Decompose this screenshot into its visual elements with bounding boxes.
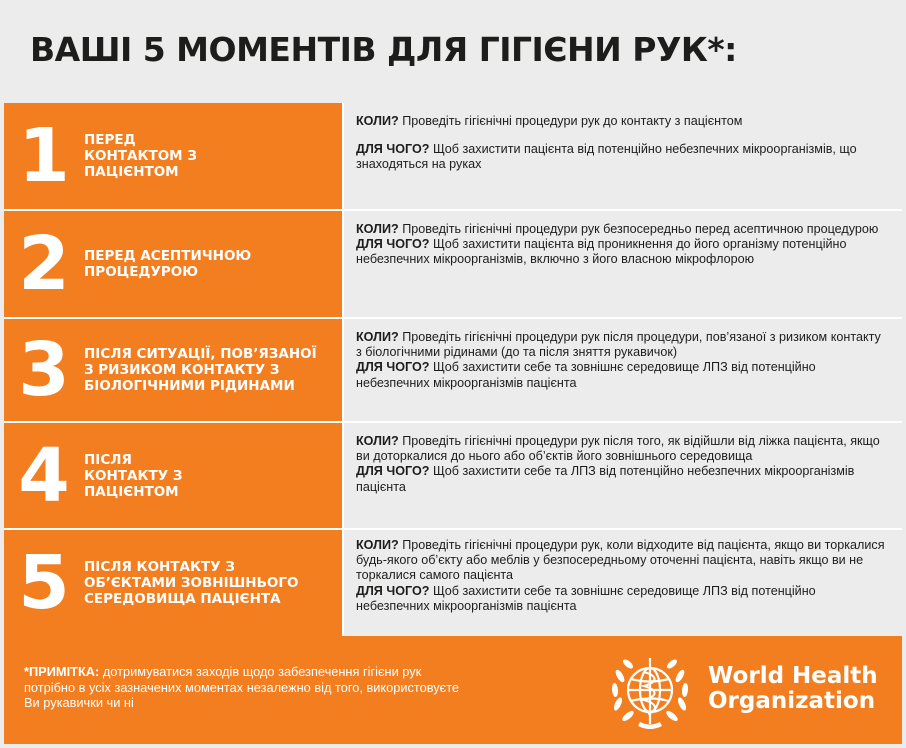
who-logo-line: Organization: [708, 688, 876, 714]
moment-title-line: КОНТАКТУ З: [84, 467, 183, 484]
when-key: КОЛИ?: [356, 434, 399, 448]
moment-header-2: [4, 211, 344, 317]
moment-description: [344, 103, 902, 209]
moment-number: 4: [18, 432, 70, 519]
why-value: Щоб захистити себе та зовнішнє середовище ЛПЗ від потенційно небезпечних мікроорганізмів пацієнта: [356, 360, 816, 390]
when-value: Проведіть гігієнічні процедури рук безпосередньо перед асептичною процедурою: [398, 222, 879, 236]
moment-title-line: ПАЦІЄНТОМ: [84, 483, 179, 500]
moment-description: [344, 530, 902, 636]
moment-row-2: [4, 211, 902, 319]
moment-header-3: [4, 319, 344, 421]
footnote-text: дотримуватися заходів щодо забезпечення гігієни рук потрібно в усіх зазначених моментах незалежно від того, використовуєте Ви рукавички чи ні: [24, 664, 460, 710]
when-key: КОЛИ?: [356, 114, 399, 128]
who-logo-line: World Health: [708, 663, 878, 689]
when-value: Проведіть гігієнічні процедури рук до контакту з пацієнтом: [398, 114, 743, 128]
moment-row-1: [4, 103, 902, 211]
footnote: [24, 664, 474, 711]
moment-title-line: ПЕРЕД АСЕПТИЧНОЮ: [84, 248, 252, 264]
why-text: [356, 584, 888, 614]
when-key: КОЛИ?: [356, 538, 399, 552]
why-text: [356, 142, 888, 172]
moment-title: [80, 452, 188, 500]
moment-title-line: СЕРЕДОВИЩА ПАЦІЄНТА: [84, 591, 281, 607]
moment-description: [344, 319, 902, 421]
when-text: [356, 222, 888, 237]
moment-title-line: КОНТАКТОМ З: [84, 148, 197, 164]
footnote-key: *ПРИМІТКА:: [24, 664, 100, 679]
moment-title-line: ПІСЛЯ СИТУАЦІЇ, ПОВ’ЯЗАНОЇ: [84, 346, 317, 362]
why-key: ДЛЯ ЧОГО?: [356, 237, 430, 252]
footer-banner: [4, 636, 902, 744]
moment-title-line: ПЕРЕД: [84, 132, 136, 148]
moment-title-line: ПАЦІЄНТОМ: [84, 164, 179, 180]
moment-description: [344, 423, 902, 528]
why-text: [356, 360, 888, 390]
moment-number: 3: [18, 327, 70, 413]
moment-header-4: [4, 423, 344, 528]
why-value: Щоб захистити себе та зовнішнє середовище ЛПЗ від потенційно небезпечних мікроорганізмів пацієнта: [356, 583, 816, 613]
moment-title-line: ПІСЛЯ КОНТАКТУ З: [84, 559, 235, 575]
when-key: КОЛИ?: [356, 222, 399, 236]
moment-title: [80, 346, 323, 394]
when-value: Проведіть гігієнічні процедури рук після того, як відійшли від ліжка пацієнта, якщо ви доторкалися до нього або об’єктів його зовнішнього середовища: [356, 434, 880, 464]
moments-list: [4, 103, 902, 636]
why-key: ДЛЯ ЧОГО?: [356, 464, 430, 479]
when-text: [356, 538, 888, 584]
moment-title-line: ОБ’ЄКТАМИ ЗОВНІШНЬОГО: [84, 575, 299, 591]
why-text: [356, 237, 888, 267]
moment-title-line: ПІСЛЯ: [84, 451, 132, 468]
who-emblem-icon: [604, 648, 696, 736]
moment-row-4: [4, 423, 902, 530]
moment-title: [80, 132, 203, 180]
when-text: [356, 114, 888, 129]
moment-title: [80, 559, 304, 607]
moment-number: 5: [18, 540, 70, 626]
when-key: КОЛИ?: [356, 330, 399, 344]
moment-title-line: БІОЛОГІЧНИМИ РІДИНАМИ: [84, 378, 295, 394]
moment-row-3: [4, 319, 902, 423]
moment-number: 1: [18, 113, 70, 199]
why-key: ДЛЯ ЧОГО?: [356, 360, 430, 375]
why-value: Щоб захистити себе та ЛПЗ від потенційно небезпечних мікроорганізмів пацієнта: [356, 464, 855, 494]
moment-title: [80, 248, 257, 280]
moment-number: 2: [18, 221, 70, 307]
moment-header-5: [4, 530, 344, 636]
why-value: Щоб захистити пацієнта від потенційно небезпечних мікроорганізмів, що знаходяться на руках: [356, 142, 857, 172]
moment-title-line: ПРОЦЕДУРОЮ: [84, 264, 199, 280]
moment-description: [344, 211, 902, 317]
who-logo-text: [708, 664, 878, 714]
when-text: [356, 330, 888, 360]
when-value: Проведіть гігієнічні процедури рук, коли відходите від пацієнта, якщо ви торкалися будь-якого об’єкту або меблів у безпосередньому оточенні пацієнта, навіть якщо ви не торкалися самого пацієнта: [356, 538, 885, 583]
when-text: [356, 434, 888, 464]
why-value: Щоб захистити пацієнта від проникнення до його організму потенційно небезпечних мікроорганізмів, включно з його власною мікрофлорою: [356, 237, 847, 267]
why-key: ДЛЯ ЧОГО?: [356, 142, 430, 157]
moment-row-5: [4, 530, 902, 636]
moment-header-1: [4, 103, 344, 209]
page-title: ВАШІ 5 МОМЕНТІВ ДЛЯ ГІГІЄНИ РУК*:: [30, 30, 737, 69]
why-key: ДЛЯ ЧОГО?: [356, 583, 430, 598]
when-value: Проведіть гігієнічні процедури рук після процедури, пов’язаної з ризиком контакту з біологічними рідинами (до та після зняття рукавичок): [356, 330, 881, 360]
why-text: [356, 464, 888, 494]
moment-title-line: З РИЗИКОМ КОНТАКТУ З: [84, 362, 280, 378]
